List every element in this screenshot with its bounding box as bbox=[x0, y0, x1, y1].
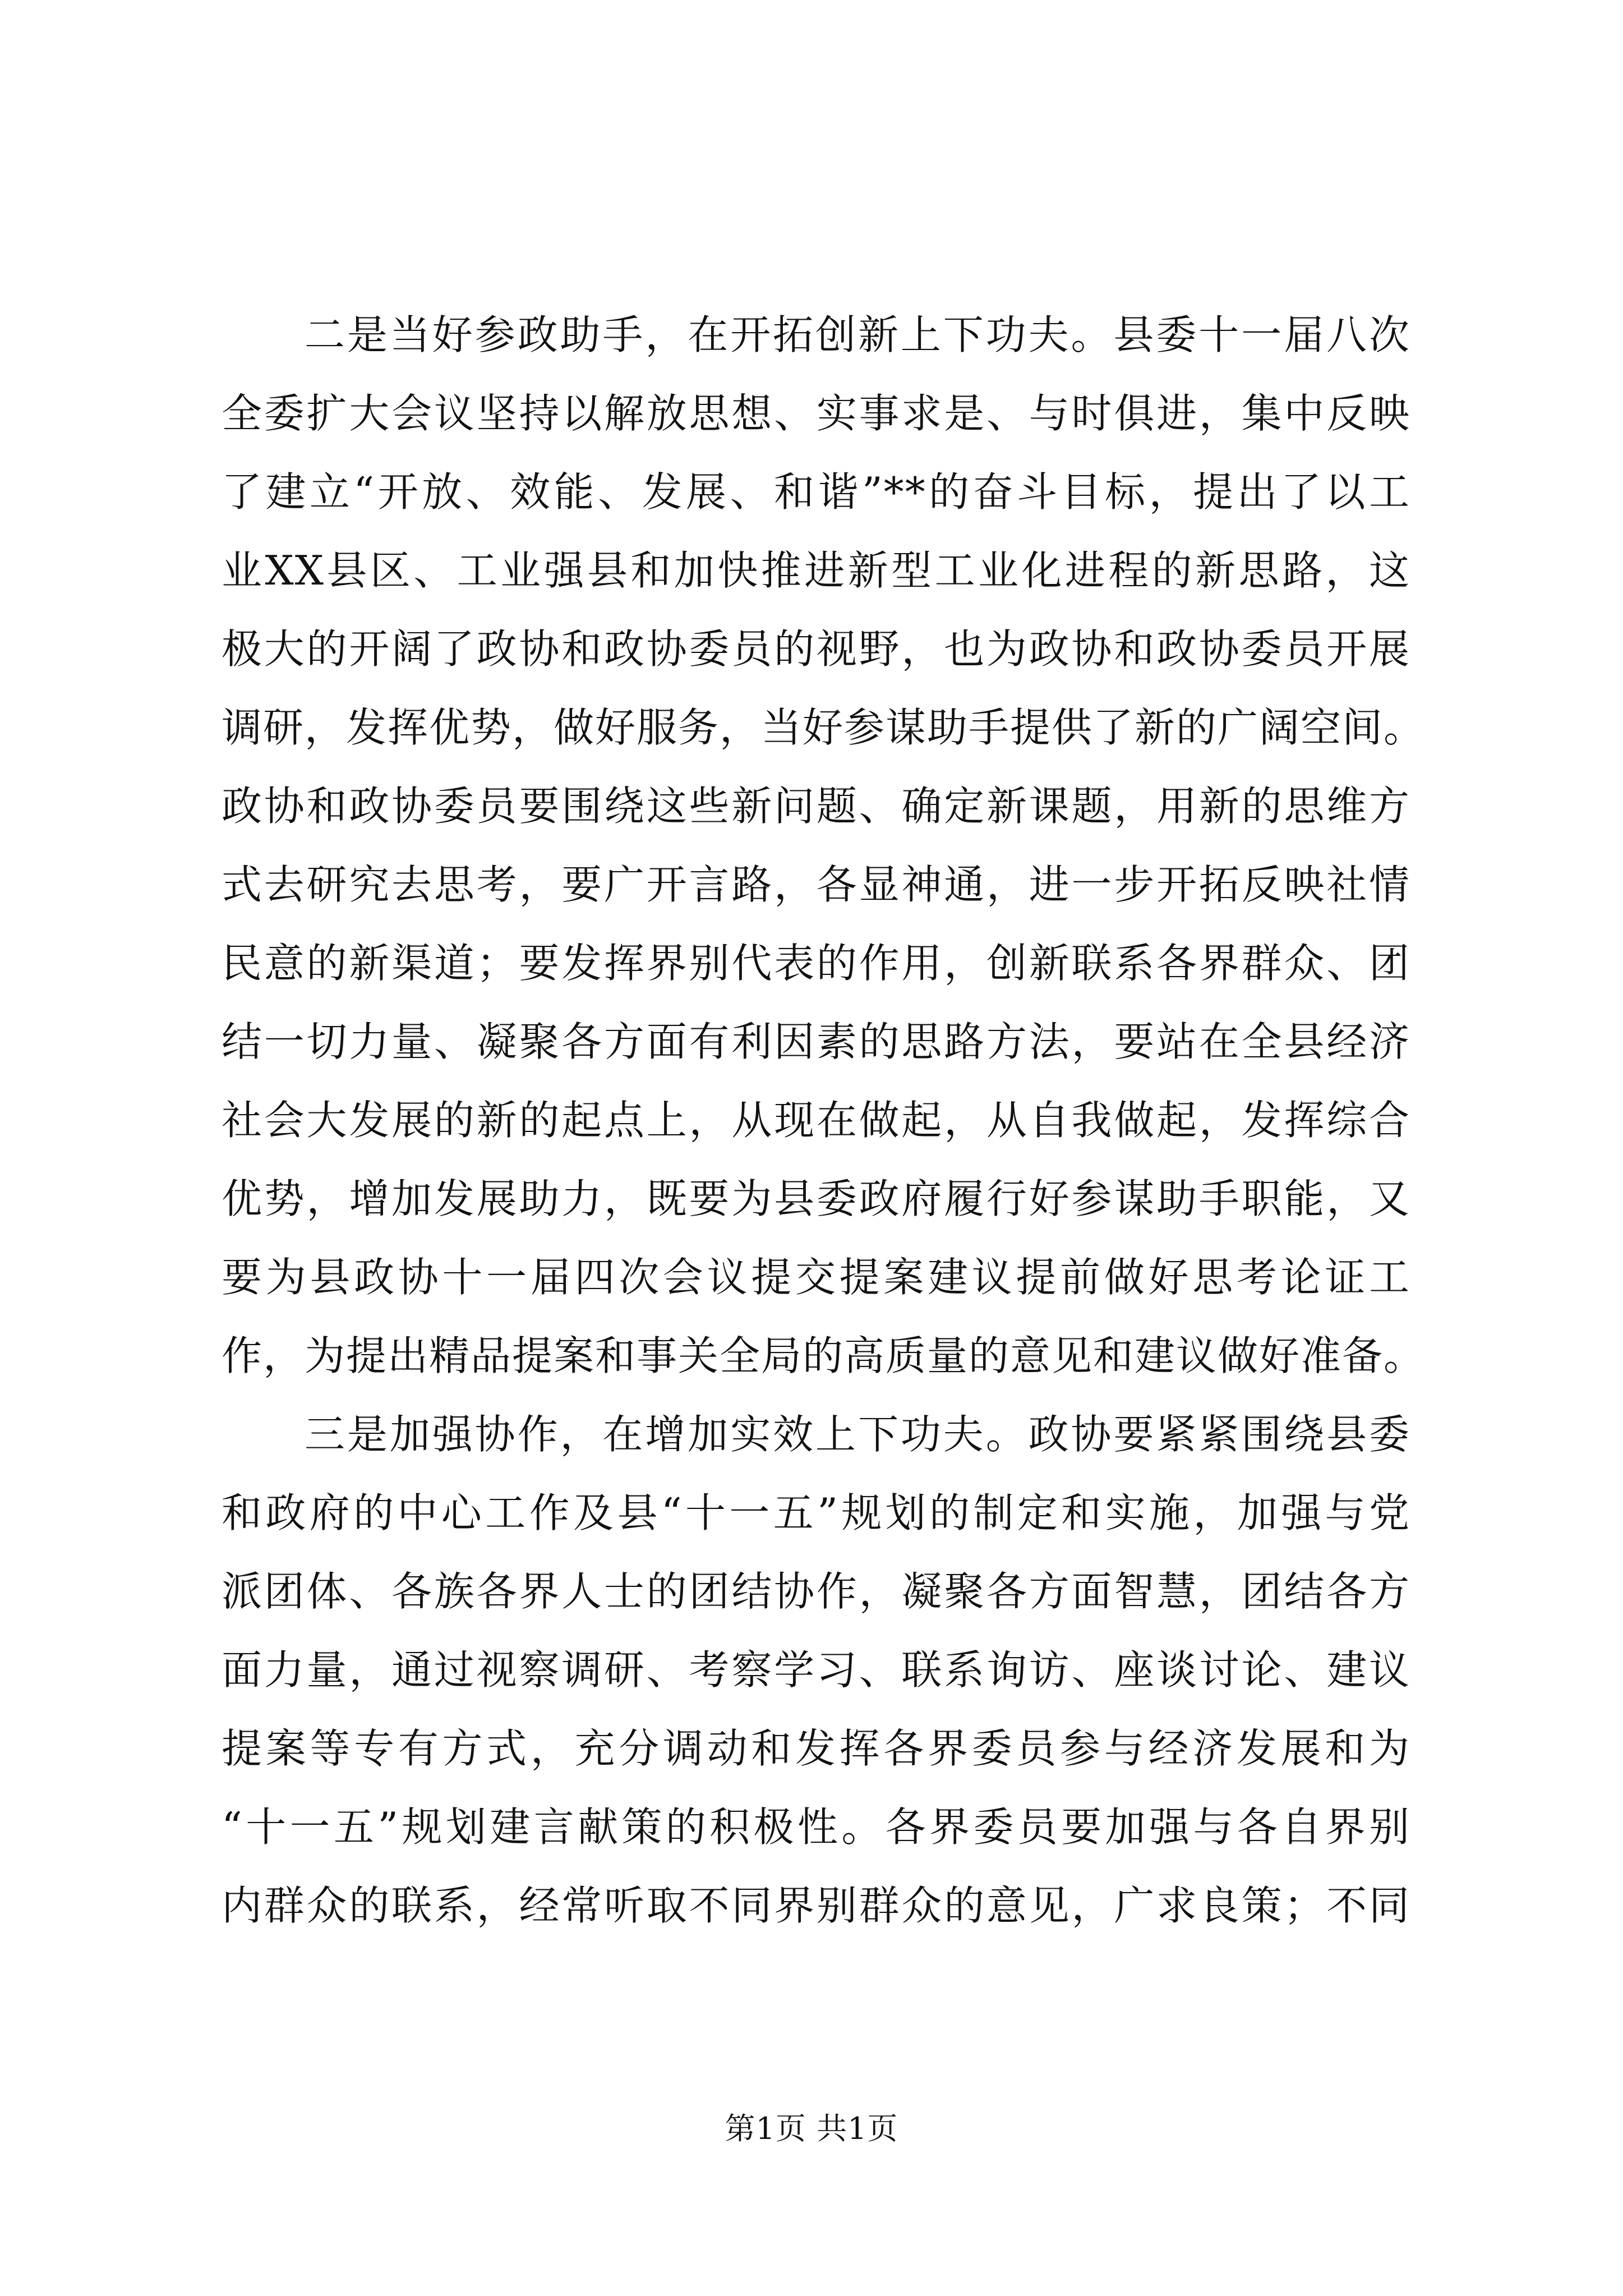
paragraph-2-line-4: 面力量，通过视察调研、考察学习、联系询访、座谈讨论、建议 bbox=[222, 1646, 1410, 1694]
paragraph-1-line-11: 社会大发展的新的起点上，从现在做起，从自我做起，发挥综合 bbox=[222, 1097, 1410, 1144]
paragraph-2-line-2: 和政府的中心工作及县“十一五”规划的制定和实施，加强与党 bbox=[222, 1489, 1410, 1536]
paragraph-1-line-13: 要为县政协十一届四次会议提交提案建议提前做好思考论证工 bbox=[222, 1254, 1410, 1301]
paragraph-2-line-5: 提案等专有方式，充分调动和发挥各界委员参与经济发展和为 bbox=[222, 1725, 1410, 1772]
page-footer: 第1页 共1页 bbox=[725, 2111, 898, 2146]
paragraph-1-line-12: 优势，增加发展助力，既要为县委政府履行好参谋助手职能，又 bbox=[222, 1175, 1410, 1222]
paragraph-2-line-3: 派团体、各族各界人士的团结协作，凝聚各方面智慧，团结各方 bbox=[222, 1568, 1410, 1615]
paragraph-1-line-14: 作，为提出精品提案和事关全局的高质量的意见和建议做好准备。 bbox=[222, 1332, 1426, 1379]
paragraph-2-line-1: 三是加强协作，在增加实效上下功夫。政协要紧紧围绕县委 bbox=[305, 1411, 1410, 1458]
paragraph-1-line-2: 全委扩大会议坚持以解放思想、实事求是、与时俱进，集中反映 bbox=[222, 390, 1410, 437]
paragraph-1-line-9: 民意的新渠道；要发挥界别代表的作用，创新联系各界群众、团 bbox=[222, 940, 1410, 987]
paragraph-2-line-7: 内群众的联系，经常听取不同界别群众的意见，广求良策；不同 bbox=[222, 1882, 1410, 1929]
paragraph-1-line-5: 极大的开阔了政协和政协委员的视野，也为政协和政协委员开展 bbox=[222, 625, 1410, 673]
paragraph-1-line-1: 二是当好参政助手，在开拓创新上下功夫。县委十一届八次 bbox=[305, 311, 1410, 358]
paragraph-1-line-4: 业XX县区、工业强县和加快推进新型工业化进程的新思路，这 bbox=[222, 547, 1410, 594]
paragraph-1-line-7: 政协和政协委员要围绕这些新问题、确定新课题，用新的思维方 bbox=[222, 783, 1410, 830]
paragraph-1-line-8: 式去研究去思考，要广开言路，各显神通，进一步开拓反映社情 bbox=[222, 861, 1410, 908]
paragraph-1-line-3: 了建立“开放、效能、发展、和谐”**的奋斗目标，提出了以工 bbox=[222, 468, 1410, 516]
paragraph-1-line-10: 结一切力量、凝聚各方面有利因素的思路方法，要站在全县经济 bbox=[222, 1018, 1410, 1065]
paragraph-2-line-6: “十一五”规划建言献策的积极性。各界委员要加强与各自界别 bbox=[222, 1803, 1410, 1851]
paragraph-1-line-6: 调研，发挥优势，做好服务，当好参谋助手提供了新的广阔空间。 bbox=[222, 704, 1426, 751]
